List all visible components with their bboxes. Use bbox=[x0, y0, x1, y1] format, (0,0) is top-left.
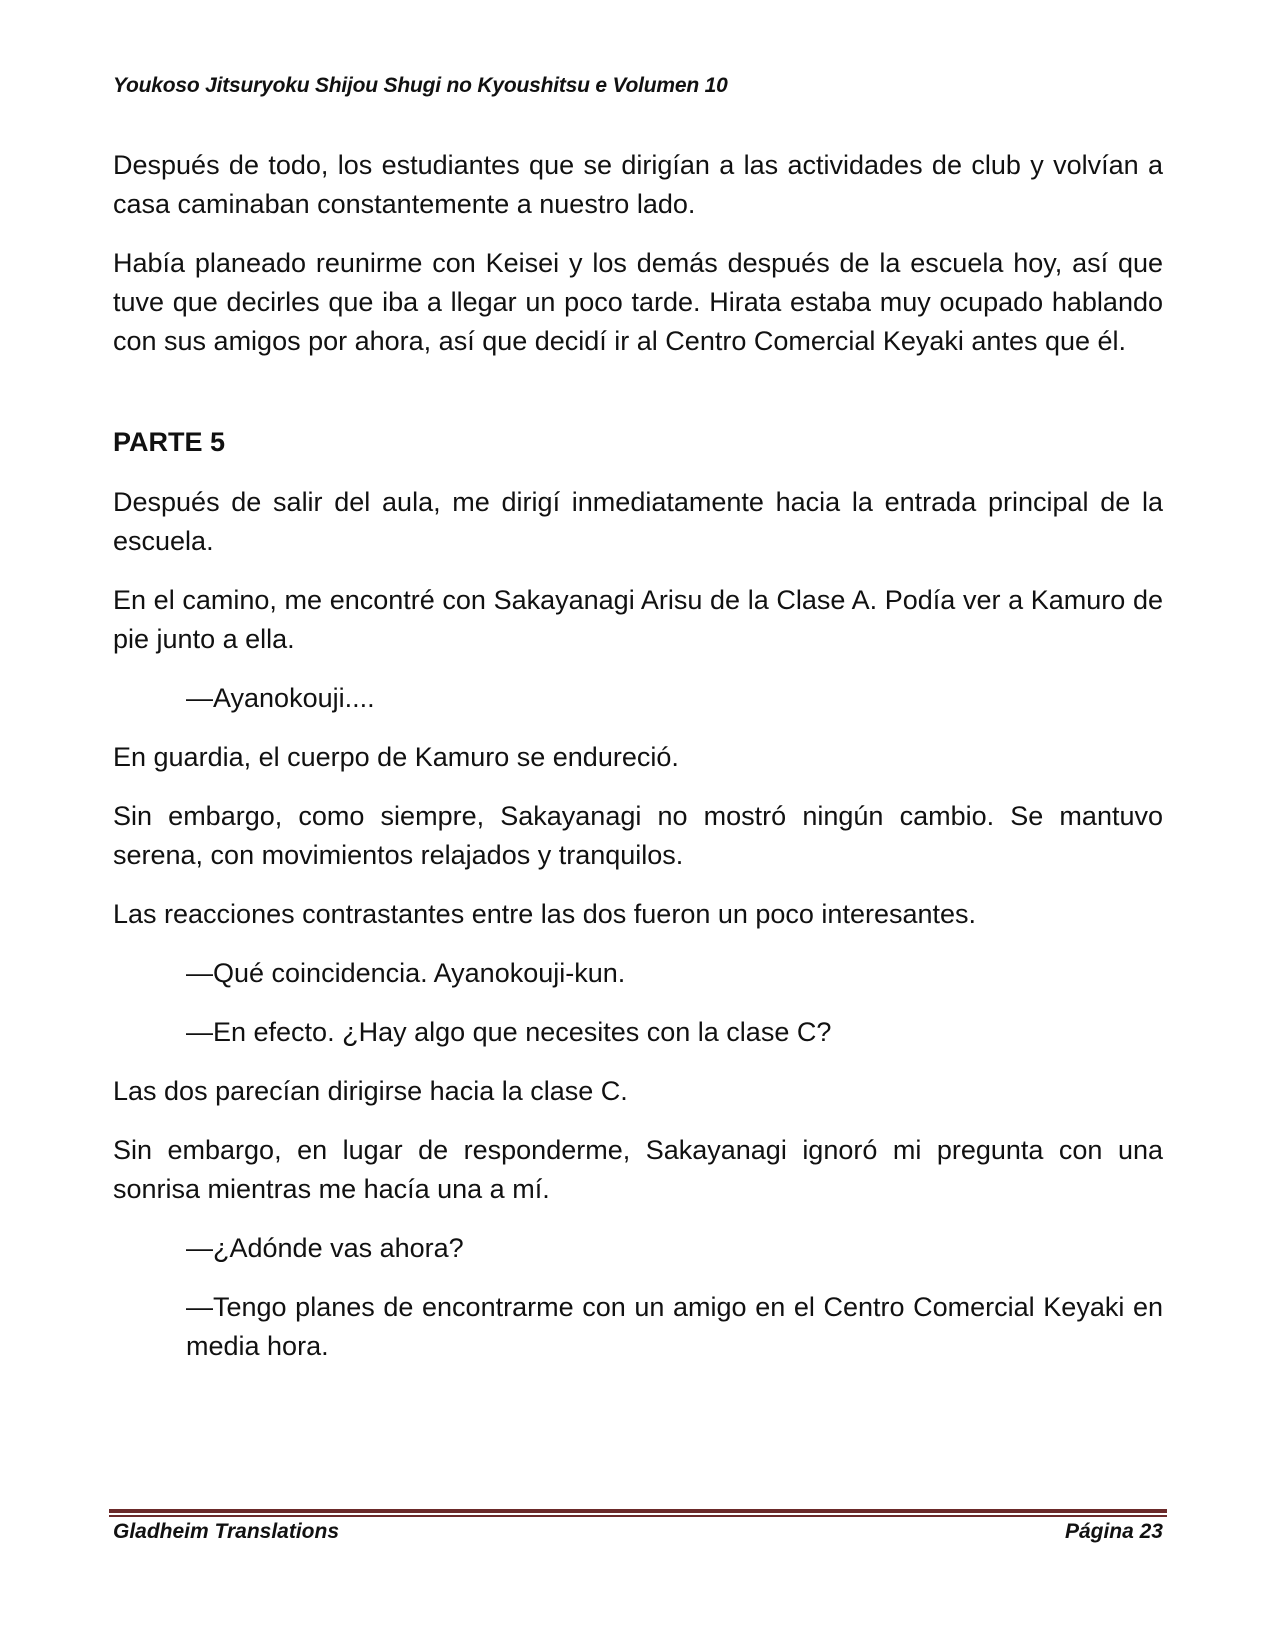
section-heading: PARTE 5 bbox=[113, 427, 226, 457]
dialog-line: —Tengo planes de encontrarme con un amigo en el Centro Comercial Keyaki en media hora. bbox=[186, 1292, 1163, 1361]
page-footer bbox=[113, 1520, 1163, 1544]
dialog-line: —¿Adónde vas ahora? bbox=[186, 1233, 464, 1263]
paragraph: Las dos parecían dirigirse hacia la clase C. bbox=[113, 1076, 628, 1106]
footer-divider-thick bbox=[109, 1509, 1167, 1513]
footer-page-number: Página 23 bbox=[1064, 1520, 1163, 1543]
paragraph: Había planeado reunirme con Keisei y los demás después de la escuela hoy, así que tuve que decirles que iba a llegar un poco tarde. Hirata estaba muy ocupado hablando con sus amigos por ahora, así que decidí ir al Centro Comercial Keyaki antes que él. bbox=[113, 248, 1163, 356]
dialog-line: —En efecto. ¿Hay algo que necesites con la clase C? bbox=[186, 1017, 832, 1047]
paragraph: Sin embargo, en lugar de responderme, Sakayanagi ignoró mi pregunta con una sonrisa mientras me hacía una a mí. bbox=[113, 1135, 1163, 1204]
paragraph: En guardia, el cuerpo de Kamuro se endureció. bbox=[113, 742, 679, 772]
body-text bbox=[113, 146, 1163, 1386]
footer-publisher: Gladheim Translations bbox=[113, 1520, 340, 1543]
paragraph: Las reacciones contrastantes entre las dos fueron un poco interesantes. bbox=[113, 899, 977, 929]
footer-divider-thin bbox=[109, 1515, 1167, 1517]
paragraph: Después de salir del aula, me dirigí inmediatamente hacia la entrada principal de la escuela. bbox=[113, 487, 1163, 556]
running-header: Youkoso Jitsuryoku Shijou Shugi no Kyoushitsu e Volumen 10 bbox=[113, 74, 728, 97]
dialog-line: —Ayanokouji.... bbox=[186, 683, 375, 713]
paragraph: Sin embargo, como siempre, Sakayanagi no mostró ningún cambio. Se mantuvo serena, con movimientos relajados y tranquilos. bbox=[113, 801, 1163, 870]
dialog-line: —Qué coincidencia. Ayanokouji-kun. bbox=[186, 958, 626, 988]
footer-divider bbox=[109, 1509, 1167, 1517]
paragraph: En el camino, me encontré con Sakayanagi Arisu de la Clase A. Podía ver a Kamuro de pie junto a ella. bbox=[113, 585, 1163, 654]
paragraph: Después de todo, los estudiantes que se dirigían a las actividades de club y volvían a casa caminaban constantemente a nuestro lado. bbox=[113, 150, 1163, 219]
